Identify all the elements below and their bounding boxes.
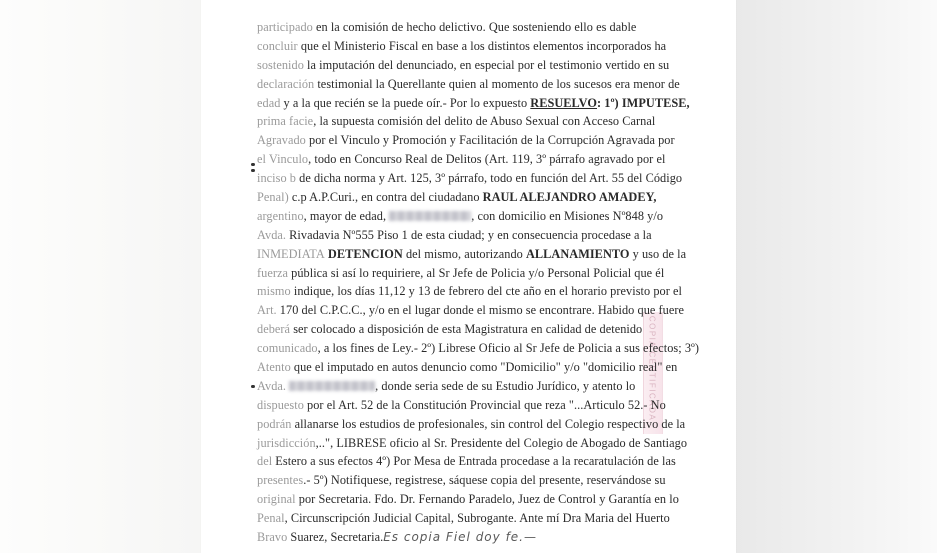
line-text: Rivadavia Nº555 Piso 1 de esta ciudad; y en consecuencia procedase a la — [286, 227, 652, 242]
line-prefix: Avda. — [257, 227, 287, 242]
text-line — [257, 75, 680, 94]
line-text: , con domicilio en Misiones Nº848 y/o — [471, 208, 664, 223]
line-prefix: podrán — [257, 416, 292, 431]
line-prefix: comunicado — [257, 341, 318, 356]
background-left — [0, 0, 201, 553]
line-text: del mismo, autorizando — [402, 246, 526, 261]
line-text: y a la que recién se la puede oír.- Por lo expuesto — [280, 95, 531, 110]
line-text: , a los fines de Ley.- 2º) Librese Oficio al Sr Jefe de Policia a sus efectos; 3º) — [317, 341, 700, 356]
line-text: pública si así lo requiriere, al Sr Jefe de Policia y/o Personal Policial que él — [288, 265, 665, 280]
line-text: por el Art. 52 de la Constitución Provincial que reza "...Articulo 52.- No — [303, 397, 666, 412]
line-prefix: participado — [257, 20, 313, 34]
line-text: ,..", LIBRESE oficio al Sr. Presidente del Colegio de Abogado de Santiago — [315, 435, 688, 450]
line-text: ALLANAMIENTO — [525, 246, 630, 261]
line-prefix: concluir — [257, 38, 298, 53]
line-prefix: del — [257, 454, 273, 469]
line-text: por el Vinculo y Promoción y Facilitación de la Corrupción Agravada por — [305, 133, 675, 148]
text-line — [257, 207, 664, 226]
line-text: c.p A.P.Curi., en contra del ciudadano — [288, 190, 483, 205]
text-line — [257, 528, 628, 547]
text-line — [257, 452, 676, 471]
line-prefix: Penal) — [257, 190, 289, 205]
line-text: que el imputado en autos denuncio como "Domicilio" y/o "domicilio real" en — [290, 360, 678, 375]
redacted-address — [289, 381, 375, 391]
line-prefix: deberá — [257, 322, 291, 337]
line-text: testimonial la Querellante quien al momento de los sucesos era menor de — [314, 76, 680, 91]
line-prefix: Agravado — [257, 133, 306, 148]
text-line — [257, 56, 670, 75]
line-prefix: Atento — [257, 360, 291, 375]
text-line — [257, 18, 637, 37]
line-prefix: mismo — [257, 284, 291, 299]
text-line — [257, 415, 686, 434]
line-prefix: declaración — [257, 76, 315, 91]
handwritten-certification: Es copia Fiel doy fe.— — [383, 530, 537, 545]
line-text: indique, los días 11,12 y 13 de febrero del cte año en el horario previsto por el — [290, 284, 682, 299]
line-prefix: INMEDIATA — [257, 246, 325, 261]
line-prefix: Avda. — [257, 378, 287, 393]
text-line — [257, 188, 657, 207]
line-text: : 1º) IMPUTESE, — [596, 95, 690, 110]
line-text: en la comisión de hecho delictivo. Que sosteniendo ello es dable — [312, 20, 637, 34]
background-right — [736, 0, 937, 553]
text-line — [257, 509, 670, 528]
line-prefix: sostenido — [257, 57, 304, 72]
text-line — [257, 358, 678, 377]
line-text: de dicha norma y Art. 125, 3º párrafo, todo en función del Art. 55 del Código — [296, 171, 683, 186]
document-page — [201, 0, 736, 553]
binder-hole-marks-bottom — [251, 385, 255, 391]
text-line — [257, 396, 666, 415]
line-prefix: edad — [257, 95, 281, 110]
text-line — [257, 37, 667, 56]
line-text: Estero a sus efectos 4º) Por Mesa de Entrada procedase a la recaratulación de las — [272, 454, 676, 469]
line-prefix: prima facie — [257, 114, 314, 129]
text-line — [257, 282, 682, 301]
text-line — [257, 112, 656, 131]
line-text: que el Ministerio Fiscal en base a los distintos elementos incorporados ha — [297, 38, 667, 53]
line-prefix: Penal — [257, 511, 285, 526]
line-prefix: presentes — [257, 473, 304, 488]
stamp-text: COPIA CERTIFICADA — [647, 315, 657, 422]
line-text: 170 del C.P.C.C., y/o en el lugar donde el mismo se encontrare. Habido que fuere — [276, 303, 685, 318]
text-line — [257, 301, 685, 320]
line-text: allanarse los estudios de profesionales, sin control del Colegio respectivo de la — [291, 416, 686, 431]
text-line — [257, 490, 679, 509]
redacted-id-number — [389, 211, 471, 221]
line-prefix: el Vinculo — [257, 152, 309, 167]
text-line — [257, 320, 643, 339]
line-text: , la supuesta comisión del delito de Abuso Sexual con Acceso Carnal — [313, 114, 656, 129]
text-line — [257, 131, 675, 150]
line-text: ser colocado a disposición de esta Magistratura en calidad de detenido — [290, 322, 643, 337]
line-text: , donde seria sede de su Estudio Jurídico, y atento lo — [375, 378, 636, 393]
text-line — [257, 264, 665, 283]
line-prefix: fuerza — [257, 265, 289, 280]
line-text: por Secretaria. Fdo. Dr. Fernando Paradelo, Juez de Control y Garantía en lo — [295, 492, 679, 507]
line-text: Suarez, Secretaria. — [287, 530, 384, 545]
line-prefix: jurisdicción — [257, 435, 316, 450]
text-line — [257, 245, 687, 264]
text-line — [257, 169, 683, 188]
text-line — [257, 94, 690, 113]
text-line — [257, 339, 700, 358]
line-text: DETENCION — [324, 246, 403, 261]
line-prefix: Bravo — [257, 530, 288, 545]
line-prefix: original — [257, 492, 296, 507]
line-text: .- 5º) Notifiquese, registrese, sáquese copia del presente, reservándose su — [303, 473, 666, 488]
line-prefix: Art. — [257, 303, 277, 318]
resuelvo-heading: RESUELVO — [530, 95, 597, 110]
text-line — [257, 471, 666, 490]
line-prefix: inciso b — [257, 171, 296, 186]
text-line — [257, 377, 636, 396]
text-line — [257, 150, 666, 169]
text-line — [257, 226, 652, 245]
defendant-name: RAUL ALEJANDRO AMADEY, — [482, 190, 657, 205]
binder-hole-marks-top — [251, 163, 255, 175]
line-prefix: dispuesto — [257, 397, 304, 412]
text-line — [257, 434, 688, 453]
line-prefix: argentino — [257, 208, 304, 223]
line-text: , Circunscripción Judicial Capital, Subrogante. Ante mí Dra Maria del Huerto — [284, 511, 670, 526]
line-text: , todo en Concurso Real de Delitos (Art. 119, 3º párrafo agravado por el — [308, 152, 666, 167]
line-text: , mayor de edad, — [303, 208, 390, 223]
line-text: la imputación del denunciado, en especial por el testimonio vertido en su — [303, 57, 670, 72]
line-text: y uso de la — [629, 246, 687, 261]
